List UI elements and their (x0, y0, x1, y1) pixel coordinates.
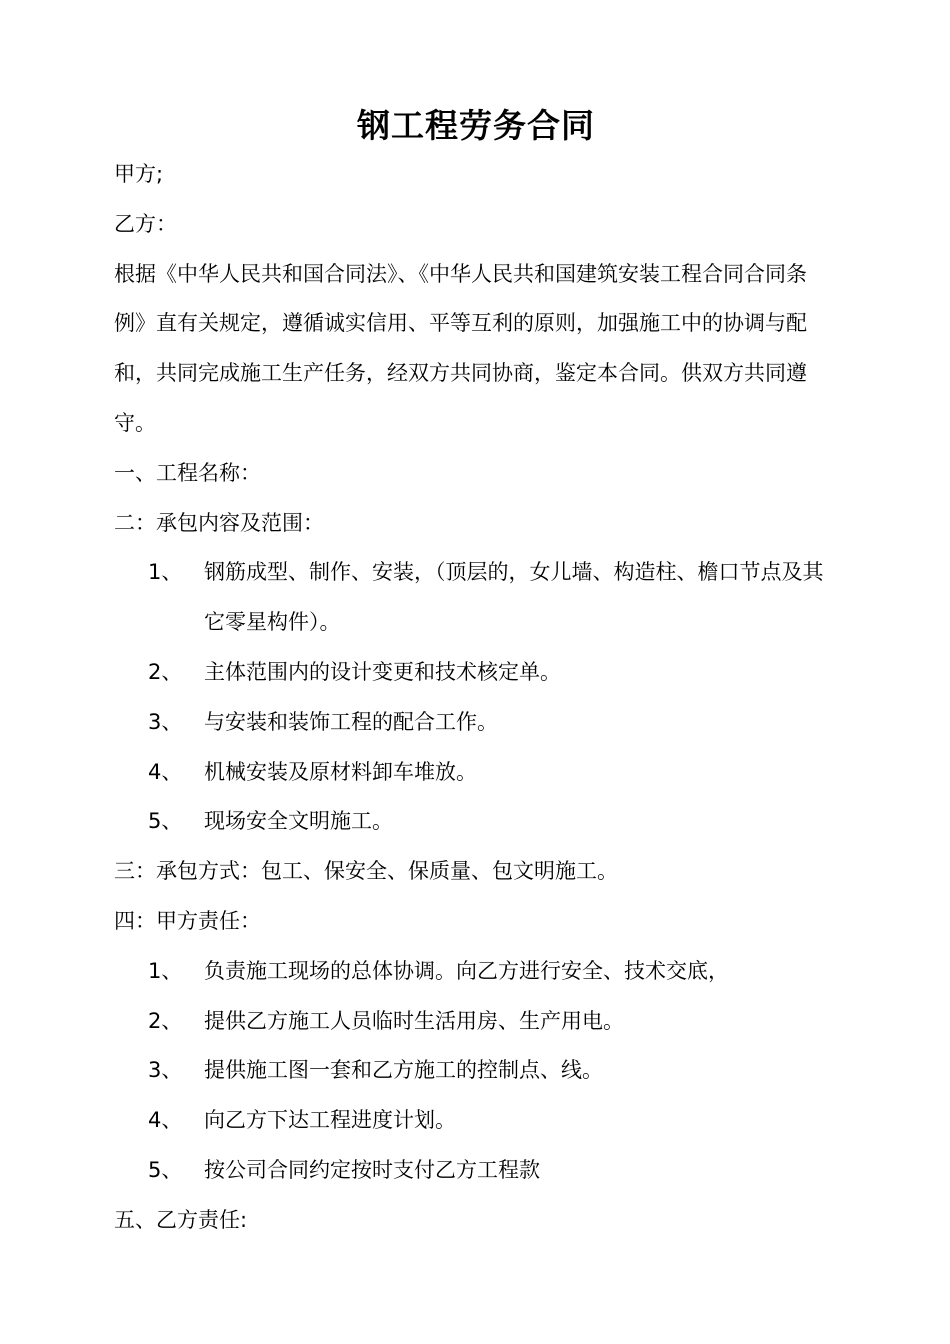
list-item (114, 997, 838, 1047)
list-item (114, 947, 838, 997)
list-item-number: 2、 (148, 659, 183, 684)
section-2-list (114, 548, 838, 847)
section-1-heading: 一、工程名称： (114, 460, 261, 485)
list-item-number: 4、 (148, 759, 183, 784)
list-item-number: 3、 (148, 709, 183, 734)
list-item (114, 698, 838, 748)
list-item (114, 1046, 838, 1096)
list-item-number: 5、 (148, 809, 183, 834)
list-item-number: 4、 (148, 1108, 183, 1133)
list-item-number: 2、 (148, 1008, 183, 1033)
list-item (114, 648, 838, 698)
list-item-number: 1、 (148, 958, 183, 983)
list-item-number: 3、 (148, 1058, 183, 1083)
list-item-text: 负责施工现场的总体协调。向乙方进行安全、技术交底， (204, 958, 729, 983)
list-item-text: 按公司合同约定按时支付乙方工程款 (204, 1157, 540, 1182)
list-item (114, 797, 838, 847)
list-item-text: 主体范围内的设计变更和技术核定单。 (204, 659, 561, 684)
document-title: 钢工程劳务合同 (357, 106, 595, 145)
list-item-text: 向乙方下达工程进度计划。 (204, 1108, 456, 1133)
section-4-heading: 四：甲方责任： (114, 908, 261, 933)
list-item-text: 与安装和装饰工程的配合工作。 (204, 709, 498, 734)
list-item-text: 钢筋成型、制作、安装，（顶层的，女儿墙、构造柱、檐口节点及其它零星构件）。 (204, 560, 824, 635)
intro-paragraph: 根据《中华人民共和国合同法》、《中华人民共和国建筑安装工程合同合同条例》直有关规定，遵循诚实信用、平等互利的原则，加强施工中的协调与配和，共同完成施工生产任务，经双方共同协商，鉴定本合同。供双方共同遵守。 (114, 261, 807, 435)
list-item-text: 机械安装及原材料卸车堆放。 (204, 759, 477, 784)
party-b-line: 乙方： (114, 211, 177, 236)
list-item-text: 现场安全文明施工。 (204, 809, 393, 834)
party-a-line: 甲方; (114, 162, 164, 186)
section-5-heading: 五、乙方责任: (114, 1207, 248, 1232)
list-item-number: 1、 (148, 560, 183, 585)
section-2-heading: 二：承包内容及范围： (114, 510, 324, 535)
list-item-text: 提供乙方施工人员临时生活用房、生产用电。 (204, 1008, 624, 1033)
section-3-heading: 三：承包方式：包工、保安全、保质量、包文明施工。 (114, 859, 618, 884)
list-item (114, 548, 838, 648)
list-item (114, 1096, 838, 1146)
section-4-list (114, 947, 838, 1196)
list-item (114, 748, 838, 798)
list-item-number: 5、 (148, 1157, 183, 1182)
list-item-text: 提供施工图一套和乙方施工的控制点、线。 (204, 1058, 603, 1083)
list-item (114, 1146, 838, 1196)
